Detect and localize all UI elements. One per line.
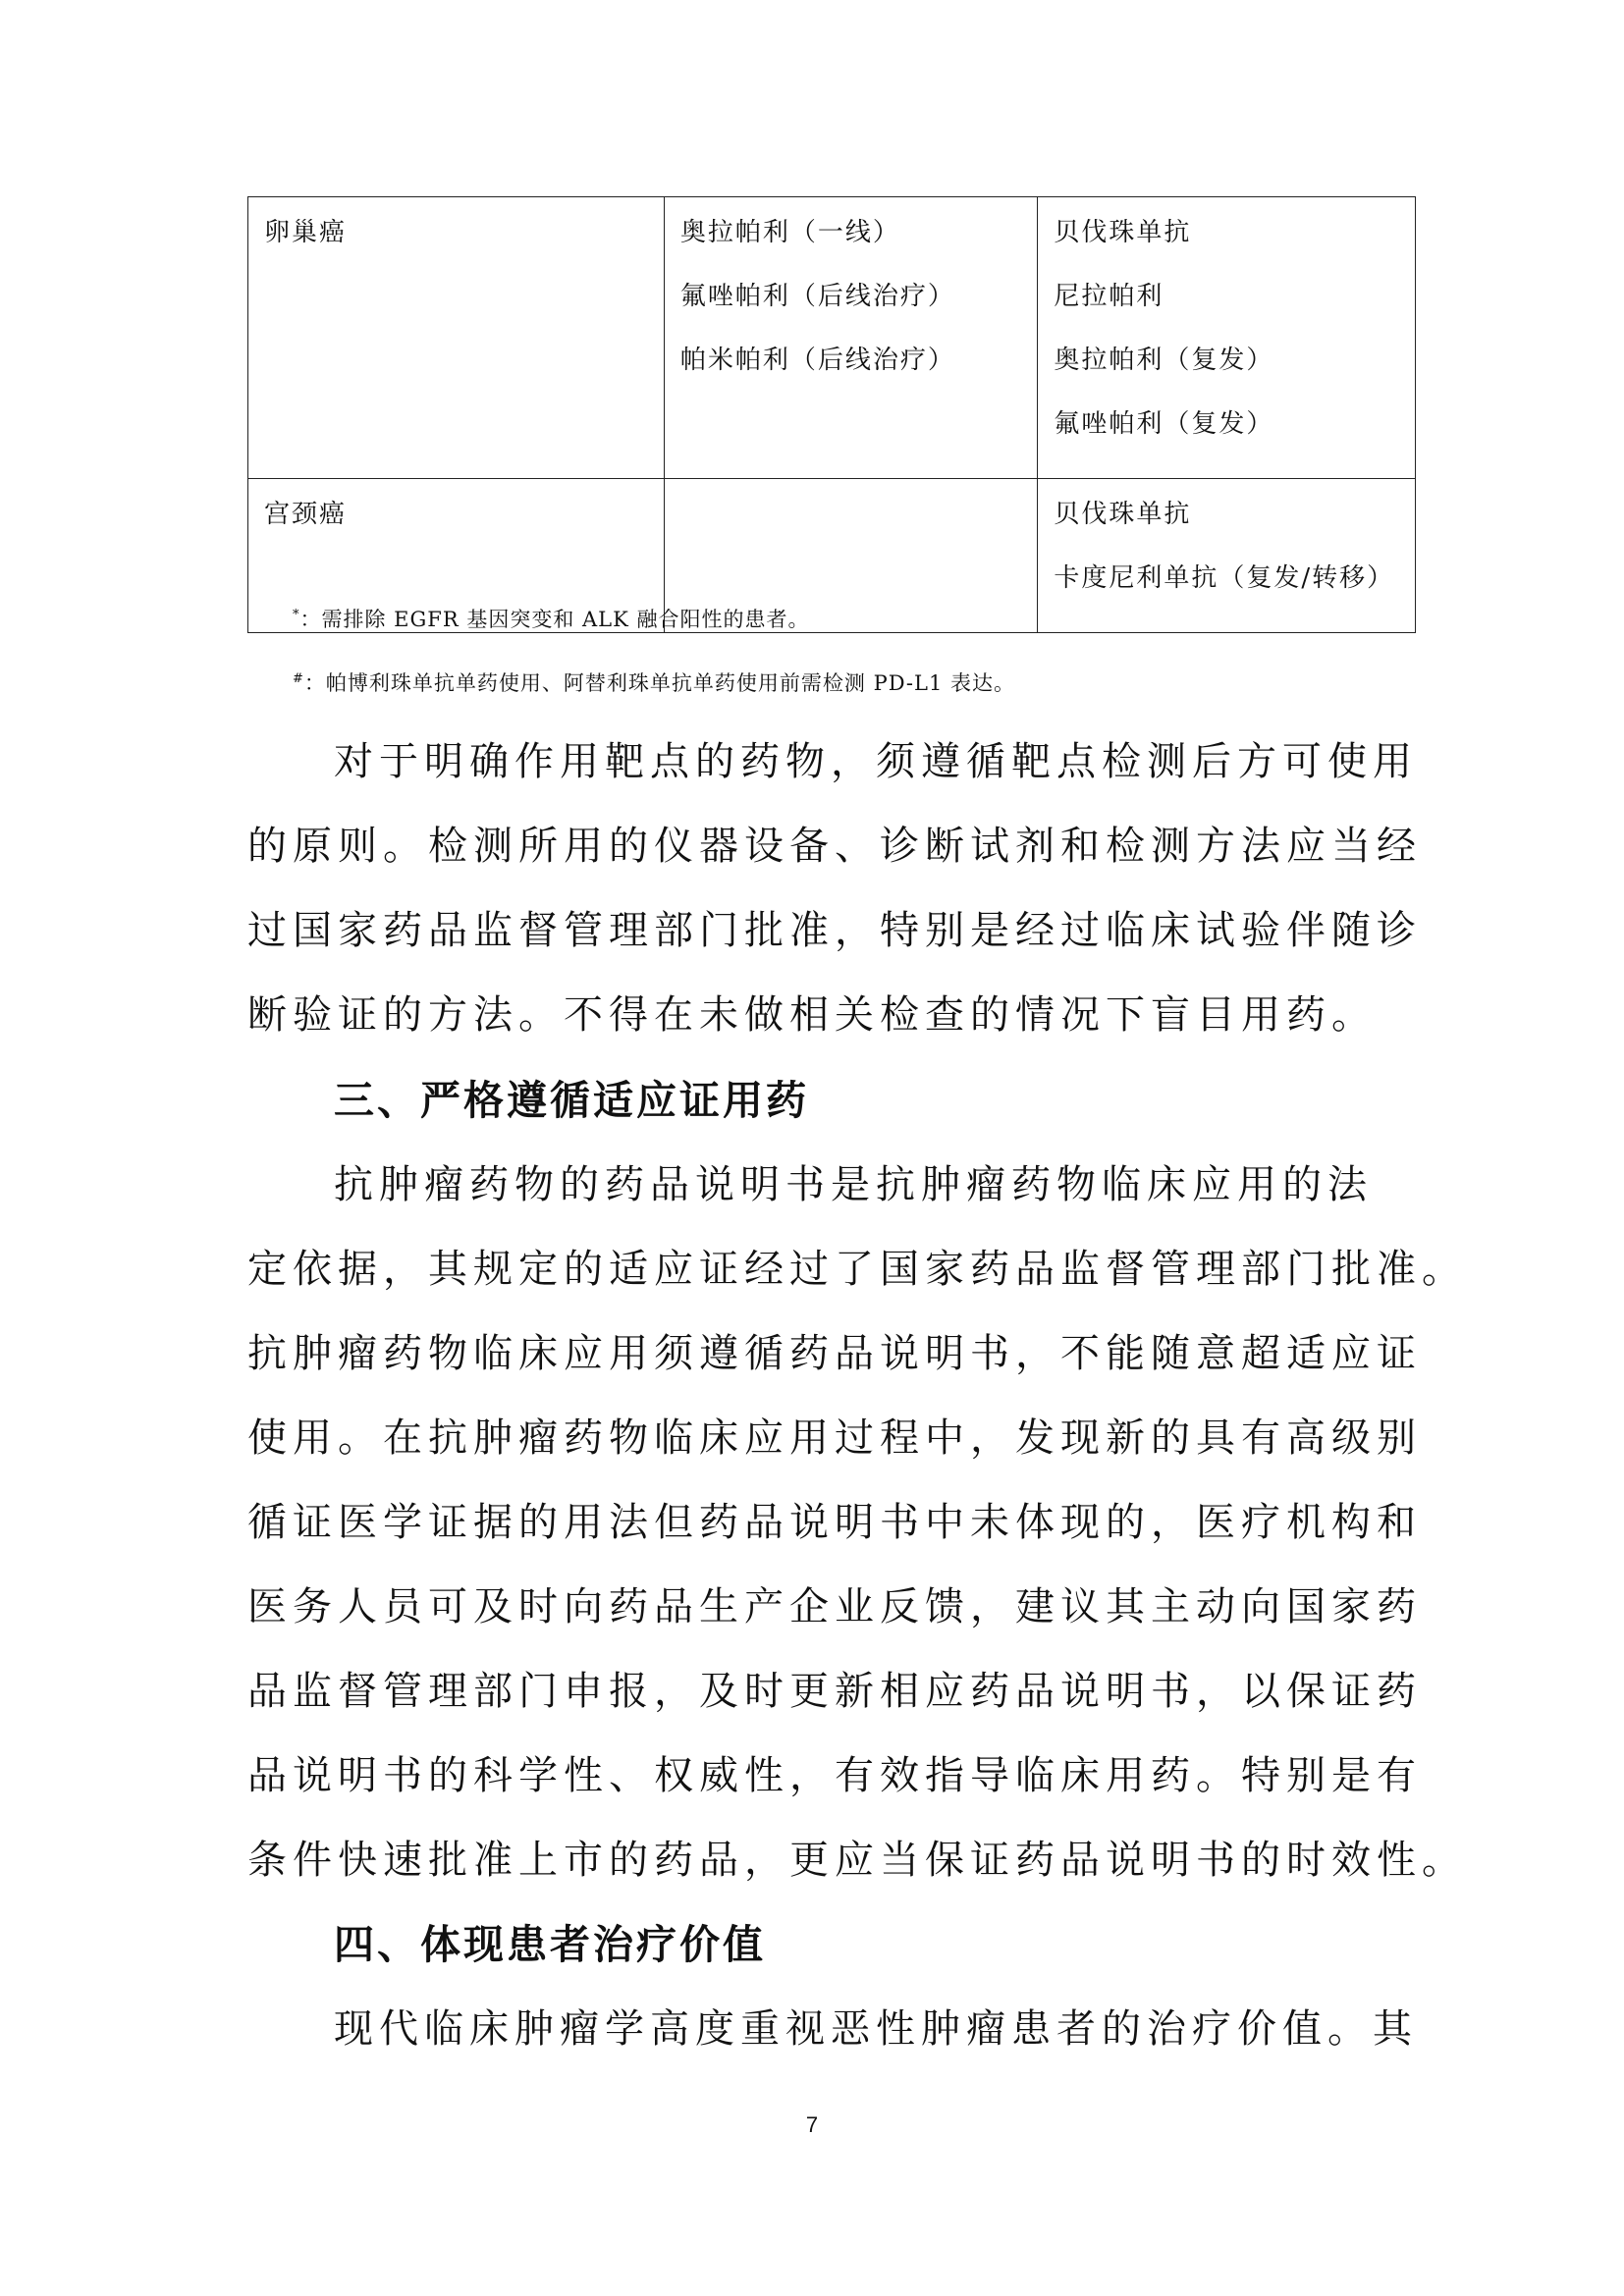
page-number: 7 — [805, 2112, 819, 2137]
paragraph-line: 医务人员可及时向药品生产企业反馈，建议其主动向国家药 — [247, 1584, 1422, 1629]
drug-name: 尼拉帕利 — [1054, 282, 1164, 311]
drug-name: 奥拉帕利（复发） — [1054, 346, 1274, 375]
paragraph-line: 过国家药品监督管理部门批准，特别是经过临床试验伴随诊 — [247, 908, 1422, 953]
footnote-text: ：需排除 EGFR 基因突变和 ALK 融合阳性的患者。 — [299, 608, 810, 631]
disease-name: 卵巢癌 — [264, 218, 348, 247]
paragraph-line: 循证医学证据的用法但药品说明书中未体现的，医疗机构和 — [247, 1500, 1422, 1545]
drug-indication-table — [247, 196, 1416, 633]
drug-name: 贝伐珠单抗 — [1054, 500, 1192, 529]
paragraph-line: 抗肿瘤药物临床应用须遵循药品说明书，不能随意超适应证 — [247, 1331, 1422, 1376]
paragraph-line: 使用。在抗肿瘤药物临床应用过程中，发现新的具有高级别 — [247, 1415, 1422, 1461]
drug-cell-col3 — [1038, 197, 1416, 479]
drug-name: 帕米帕利（后线治疗） — [679, 346, 955, 375]
paragraph-line: 条件快速批准上市的药品，更应当保证药品说明书的时效性。 — [247, 1838, 1467, 1883]
drug-name: 卡度尼利单抗（复发/转移） — [1054, 563, 1395, 593]
paragraph-line: 品监督管理部门申报，及时更新相应药品说明书，以保证药 — [247, 1669, 1422, 1714]
drug-cell-col3 — [1038, 479, 1416, 633]
footnote-2 — [293, 667, 1015, 697]
paragraph-line: 对于明确作用靶点的药物，须遵循靶点检测后方可使用 — [334, 739, 1418, 784]
drug-name: 氟唑帕利（后线治疗） — [679, 282, 955, 311]
paragraph-line: 定依据，其规定的适应证经过了国家药品监督管理部门批准。 — [247, 1247, 1467, 1292]
table-row — [248, 197, 1416, 479]
drug-name: 氟唑帕利（复发） — [1054, 409, 1274, 439]
footnote-mark: * — [293, 608, 300, 622]
paragraph-line: 现代临床肿瘤学高度重视恶性肿瘤患者的治疗价值。其 — [334, 2006, 1418, 2052]
paragraph-line: 的原则。检测所用的仪器设备、诊断试剂和检测方法应当经 — [247, 824, 1422, 869]
disease-cell — [248, 197, 665, 479]
drug-name: 奥拉帕利（一线） — [679, 218, 900, 247]
section-heading: 三、严格遵循适应证用药 — [334, 1077, 809, 1124]
paragraph-line: 断验证的方法。不得在未做相关检查的情况下盲目用药。 — [247, 992, 1377, 1038]
footnote-mark: # — [293, 671, 304, 686]
drug-cell-col2 — [664, 197, 1037, 479]
paragraph-line: 抗肿瘤药物的药品说明书是抗肿瘤药物临床应用的法 — [334, 1162, 1373, 1207]
paragraph-line: 品说明书的科学性、权威性，有效指导临床用药。特别是有 — [247, 1753, 1422, 1798]
disease-name: 宫颈癌 — [264, 500, 348, 529]
footnote-text: ：帕博利珠单抗单药使用、阿替利珠单抗单药使用前需检测 PD-L1 表达。 — [303, 671, 1016, 695]
footnote-1 — [293, 604, 810, 633]
section-heading: 四、体现患者治疗价值 — [334, 1921, 766, 1968]
drug-name: 贝伐珠单抗 — [1054, 218, 1192, 247]
